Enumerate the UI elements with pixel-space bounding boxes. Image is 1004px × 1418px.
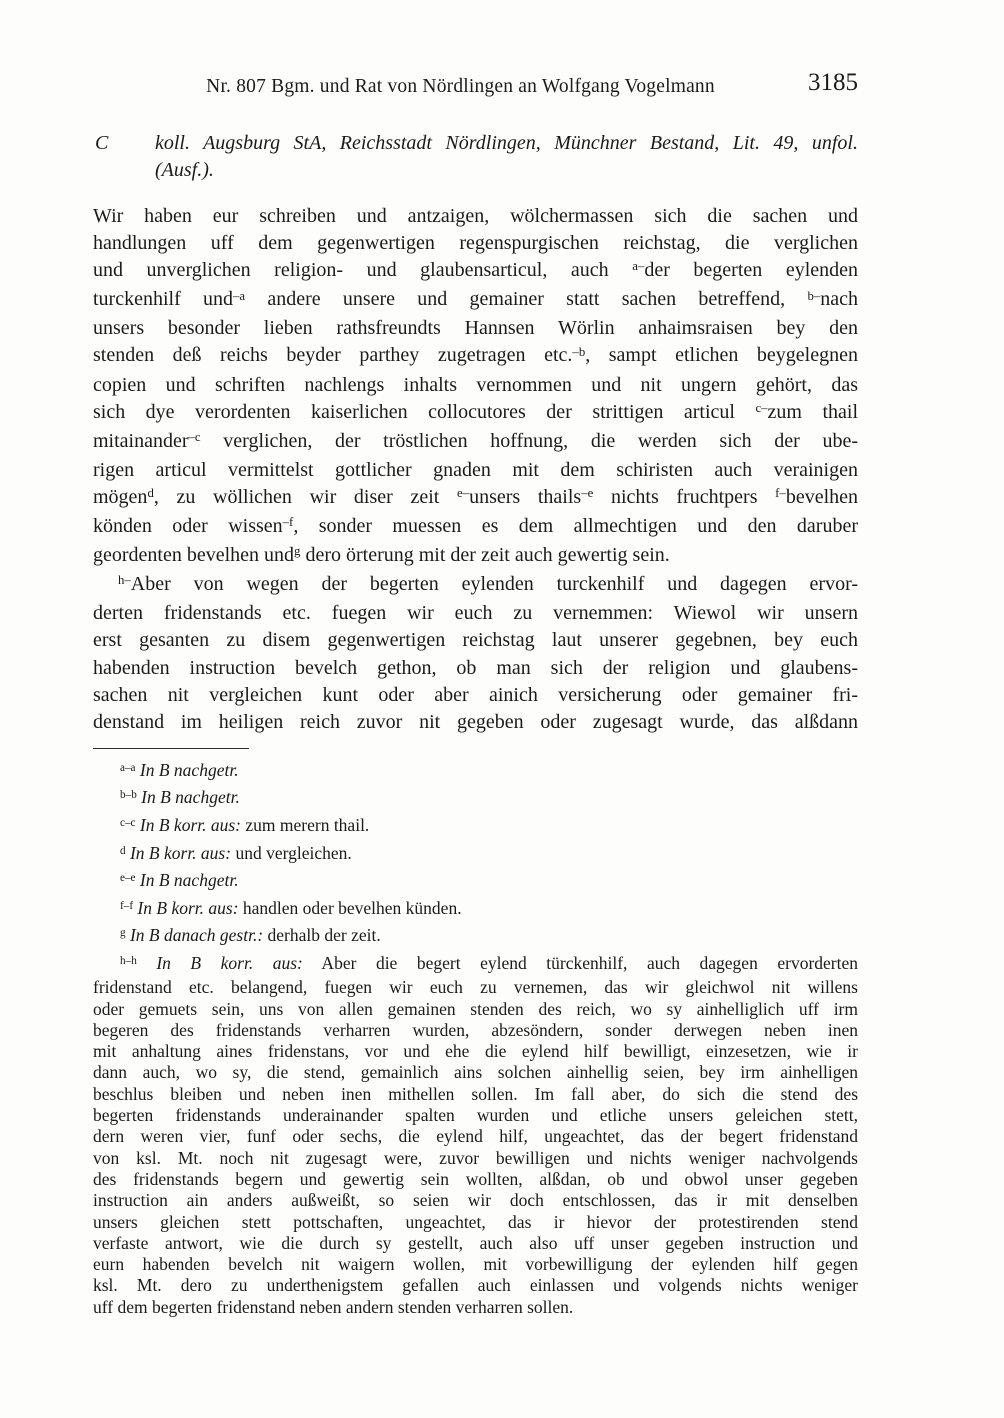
footnote-f: $^{f-f}$ In B korr. aus: handlen oder bevelhen künden. xyxy=(120,897,462,918)
running-head: Nr. 807 Bgm. und Rat von Nördlingen an Wolfgang Vogelmann xyxy=(206,76,715,97)
footnote-a: $^{a-a}$ In B nachgetr. xyxy=(120,759,239,780)
footnotes xyxy=(93,758,858,1318)
footnote-b: $^{b-b}$ In B nachgetr. xyxy=(120,787,240,808)
footnote-h: $^{h-h}$ In B korr. aus: Aber die begert eylend türckenhilf, auch dagegen ervorderten fridenstand etc. belangend, fuegen wir euch zu vernemen, das wir gleichwol nit willens oder gemuets sein, uns von allen gemainen stenden des reich, wo sy ainhelliglich uff irm begeren des fridenstands verharren wurden, abzesöndern, sonder derwegen neben inen mit anhaltung aines fridenstans, vor und ehe die eylend hilf bewilligt, einzesetzen, wie ir dann auch, wo sy, die stend, gemainlich ains solchen ainhellig seien, bey irm ainhelligen beschlus bleiben und neben inen mithellen sollen. Im fall aber, do sich die stend des begerten fridenstands underainander spalten wurden und etliche unsers geleichen stett, dern weren vier, funf oder sechs, die eylend hilf, ungeachtet, das der begert fridenstand von ksl. Mt. noch nit zugesagt were, zuvor bewilligen und nichts weniger nachvolgends des fridenstands begern und gewertig sein wollten, alßdan, ob und obwol unser gegeben instruction ain anders außweißt, so seien wir doch entschlossen, das ir mit denselben unsers gleichen stett pottschaften, ungeachtet, das ir hievor der protestirenden stend verfaste antwort, wie die durch sy gestellt, auch also uff unser gegeben instruction und eurn habenden bevelch nit waigern wollen, mit vorbewilligung der eylenden hilf gegen ksl. Mt. dero zu underthenigstem gefallen auch einlassen und volgends nichts weniger uff dem begerten fridenstand neben andern stenden verharren sollen. xyxy=(93,952,858,1317)
document-body xyxy=(93,203,858,736)
page-header xyxy=(93,69,858,110)
paragraph-2: $^{h-}$Aber von wegen der begerten eylenden turckenhilf und dagegen ervor- derten fridenstands etc. fuegen wir euch zu vernemmen: Wiewol wir unsern erst gesanten zu disem gegenwertigen reichstag laut unserer gegebnen, bey euch habenden instruction bevelch gethon, ob man sich der religion und glaubens- sachen nit vergleichen kunt oder aber ainich versicherung oder gemainer fri- denstand im heiligen reich zuvor nit gegeben oder zugesagt wurde, das alßdann xyxy=(93,573,858,733)
text-block xyxy=(93,69,859,1318)
footnote-e: $^{e-e}$ In B nachgetr. xyxy=(120,870,239,891)
source-siglum: C xyxy=(95,132,109,154)
paragraph-1: Wir haben eur schreiben und antzaigen, wölchermassen sich die sachen und handlungen uff dem gegenwertigen regenspurgischen reichstag, die verglichen und unverglichen religion- und glaubensarticul, auch $^{a-}$der begerten eylenden turckenhilf und$^{-a}$ andere unsere und gemainer statt sachen betreffend, $^{b-}$nach unsers besonder lieben rathsfreundts Hannsen Wörlin anhaimsraisen bey den stenden deß reichs beyder parthey zugetragen etc.$^{-b}$, sampt etlichen beygelegnen copien und schriften nachlengs inhalts vernommen und nit ungern gehört, das sich dye verordenten kaiserlichen collocutores der strittigen articul $^{c-}$zum thail mitainander$^{-c}$ verglichen, der tröstlichen hoffnung, die werden sich der ube- rigen articul vermittelst gottlicher gnaden mit dem schiristen auch verainigen mögen$^d$, zu wöllichen wir diser zeit $^{e-}$unsers thails$^{-e}$ nichts fruchtpers $^{f-}$bevelhen könden oder wissen$^{-f}$, sonder muessen es dem allmechtigen und den daruber geordenten bevelhen und$^g$ dero örterung mit der zeit auch gewertig sein. xyxy=(93,205,859,567)
footnote-d: $^d$ In B korr. aus: und vergleichen. xyxy=(120,842,352,863)
footnote-g: $^g$ In B danach gestr.: derhalb der zeit. xyxy=(120,925,381,946)
page-number: 3185 xyxy=(808,69,858,96)
footnote-separator xyxy=(93,748,249,749)
footnote-c: $^{c-c}$ In B korr. aus: zum merern thail. xyxy=(120,814,370,835)
source-note xyxy=(93,130,858,184)
source-text: koll. Augsburg StA, Reichsstadt Nördlingen, Münchner Bestand, Lit. 49, unfol. (Ausf.). xyxy=(155,132,858,181)
